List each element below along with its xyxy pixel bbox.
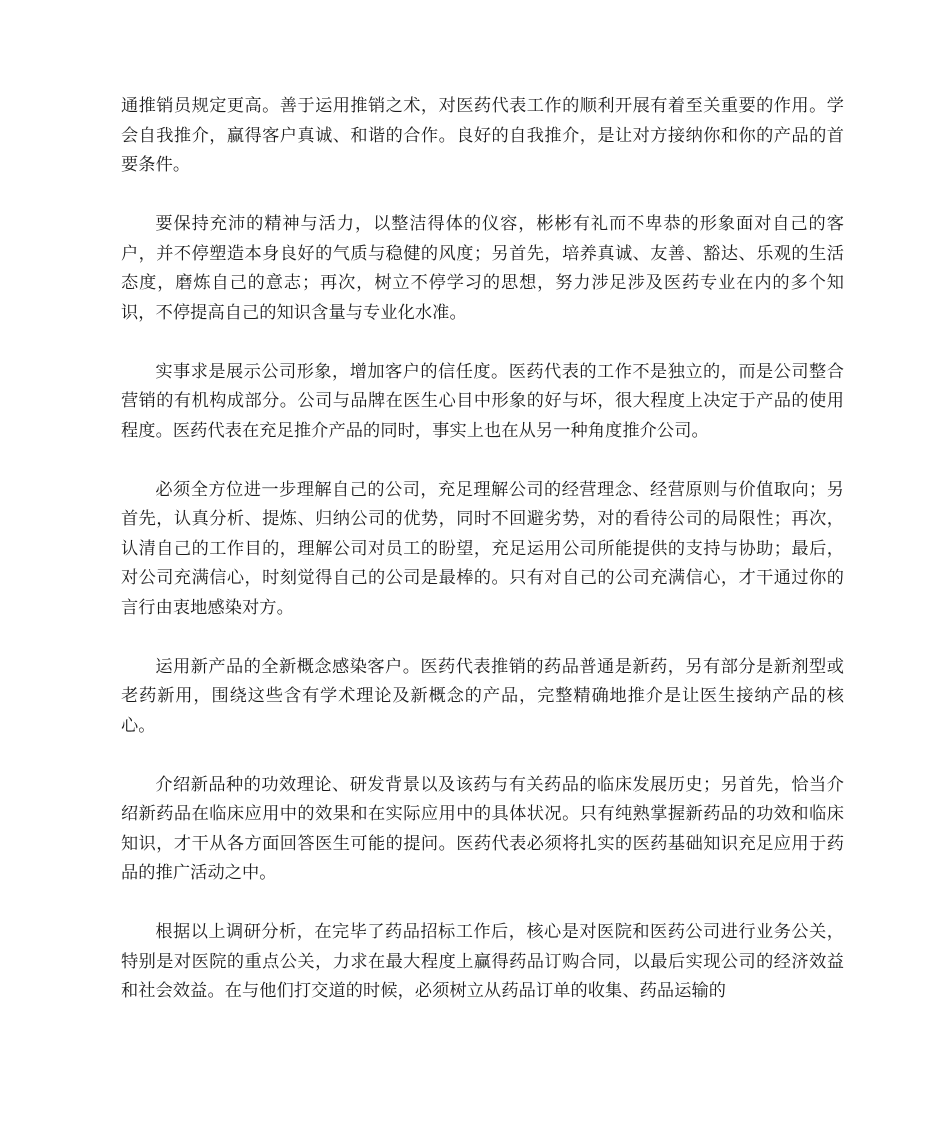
paragraph-2: 要保持充沛的精神与活力，以整洁得体的仪容，彬彬有礼而不卑恭的形象面对自己的客户，并不停塑造本身良好的气质与稳健的风度；另首先，培养真诚、友善、豁达、乐观的生活态度，磨炼自己的意志；再次，树立不停学习的思想，努力涉足涉及医药专业在内的多个知识，不停提高自己的知识含量与专业化水准。 [121,214,844,323]
paragraph-6: 介绍新品种的功效理论、研发背景以及该药与有关药品的临床发展历史；另首先，恰当介绍新药品在临床应用中的效果和在实际应用中的具体状况。只有纯熟掌握新药品的功效和临床知识，才干从各方面回答医生可能的提问。医药代表必须将扎实的医药基础知识充足应用于药品的推广活动之中。 [121,774,844,883]
document-page [121,92,844,1007]
paragraph-1: 通推销员规定更高。善于运用推销之术，对医药代表工作的顺利开展有着至关重要的作用。学会自我推介，赢得客户真诚、和谐的合作。良好的自我推介，是让对方接纳你和你的产品的首要条件。 [121,96,844,175]
paragraph-7: 根据以上调研分析，在完毕了药品招标工作后，核心是对医院和医药公司进行业务公关，特别是对医院的重点公关，力求在最大程度上赢得药品订购合同，以最后实现公司的经济效益和社会效益。在与他们打交道的时候，必须树立从药品订单的收集、药品运输的 [121,922,844,1001]
paragraph-4: 必须全方位进一步理解自己的公司，充足理解公司的经营理念、经营原则与价值取向；另首先，认真分析、提炼、归纳公司的优势，同时不回避劣势，对的看待公司的局限性；再次，认清自己的工作目的，理解公司对员工的盼望，充足运用公司所能提供的支持与协助；最后，对公司充满信心，时刻觉得自己的公司是最棒的。只有对自己的公司充满信心，才干通过你的言行由衷地感染对方。 [121,479,844,618]
paragraph-5: 运用新产品的全新概念感染客户。医药代表推销的药品普通是新药，另有部分是新剂型或老药新用，围绕这些含有学术理论及新概念的产品，完整精确地推介是让医生接纳产品的核心。 [121,656,844,736]
paragraph-3: 实事求是展示公司形象，增加客户的信任度。医药代表的工作不是独立的，而是公司整合营销的有机构成部分。公司与品牌在医生心目中形象的好与坏，很大程度上决定于产品的使用程度。医药代表在充足推介产品的同时，事实上也在从另一种角度推介公司。 [121,361,844,441]
